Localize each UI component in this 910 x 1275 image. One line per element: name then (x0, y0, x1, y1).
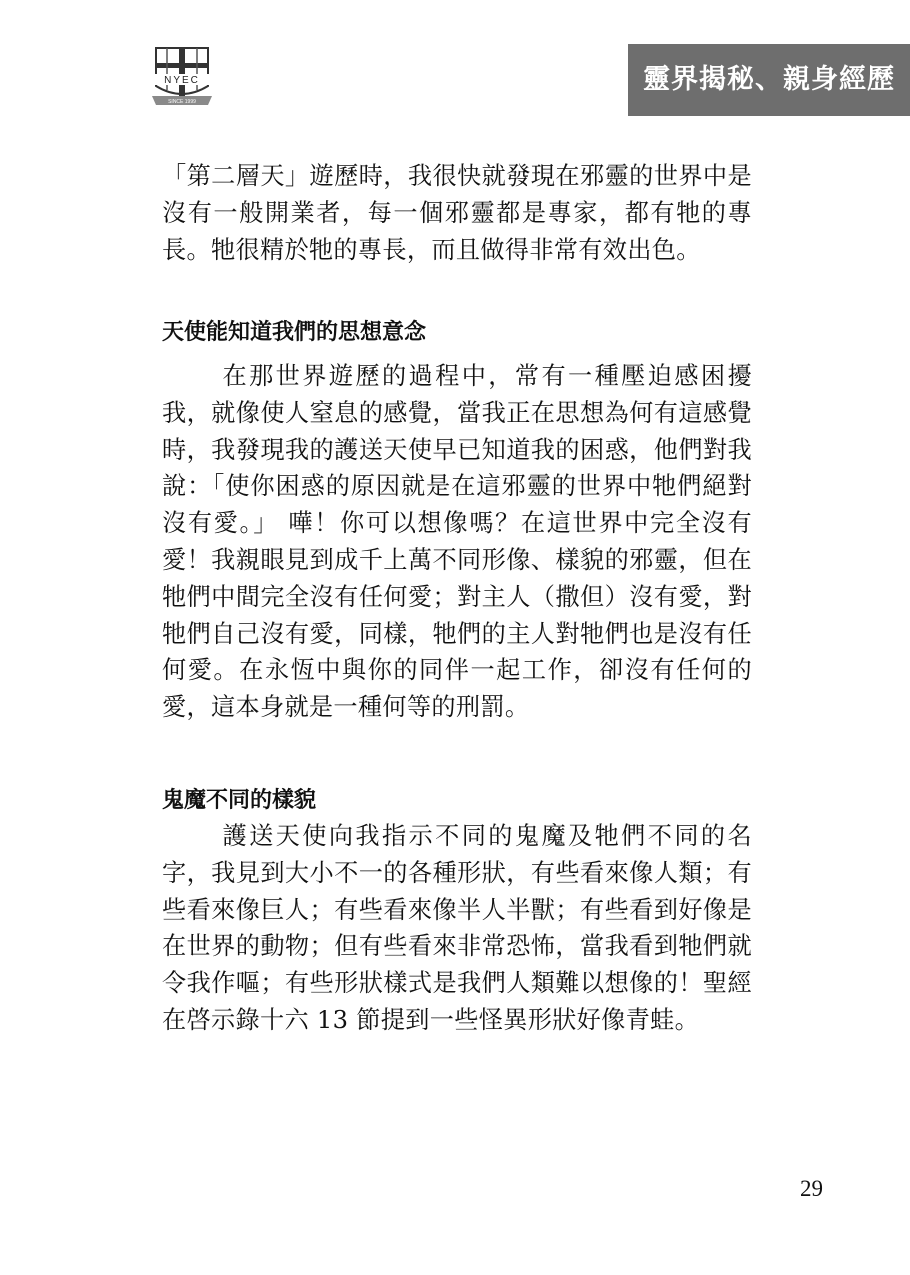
page-number: 29 (800, 1176, 823, 1201)
logo-subtext: SINCE 1999 (168, 99, 196, 105)
chapter-header-title: 靈界揭秘、親身經歷 (628, 44, 910, 116)
paragraph-intro: 「第二層天」遊歷時，我很快就發現在邪靈的世界中是沒有一般開業者，每一個邪靈都是專家，都有牠的專長。牠很精於牠的專長，而且做得非常有效出色。 (162, 162, 752, 264)
logo-text: NYEC (164, 75, 200, 86)
logo-cross-horizontal (156, 63, 208, 68)
paragraph-demon-shapes: 護送天使向我指示不同的鬼魔及牠們不同的名字，我見到大小不一的各種形狀，有些看來像人類；有些看來像巨人；有些看來像半人半獸；有些看到好像是在世界的動物；但有些看來非常恐怖，當我看到牠們就令我作嘔；有些形狀樣式是我們人類難以想像的！聖經在啓示錄十六 13 節提到一些怪異形狀好像青蛙。 (162, 822, 752, 1034)
paragraph-no-love: 在那世界遊歷的過程中，常有一種壓迫感困擾我，就像使人窒息的感覺，當我正在思想為何有這感覺時，我發現我的護送天使早已知道我的困惑，他們對我說：「使你困惑的原因就是在這邪靈的世界中牠們絕對沒有愛。」 嘩！你可以想像嗎？在這世界中完全沒有愛！我親眼見到成千上萬不同形像、樣貌的邪靈，但在牠們中間完全沒有任何愛；對主人（撒但）沒有愛，對牠們自己沒有愛，同樣，牠們的主人對牠們也是沒有任何愛。在永恆中與你的同伴一起工作，卻沒有任何的愛，這本身就是一種何等的刑罰。 (162, 362, 752, 722)
section-heading-demon-appearances: 鬼魔不同的樣貌 (162, 788, 317, 813)
section-heading-angels-know-thoughts: 天使能知道我們的思想意念 (162, 320, 427, 345)
logo-cross-vertical (179, 48, 185, 98)
nyec-logo (150, 42, 214, 112)
